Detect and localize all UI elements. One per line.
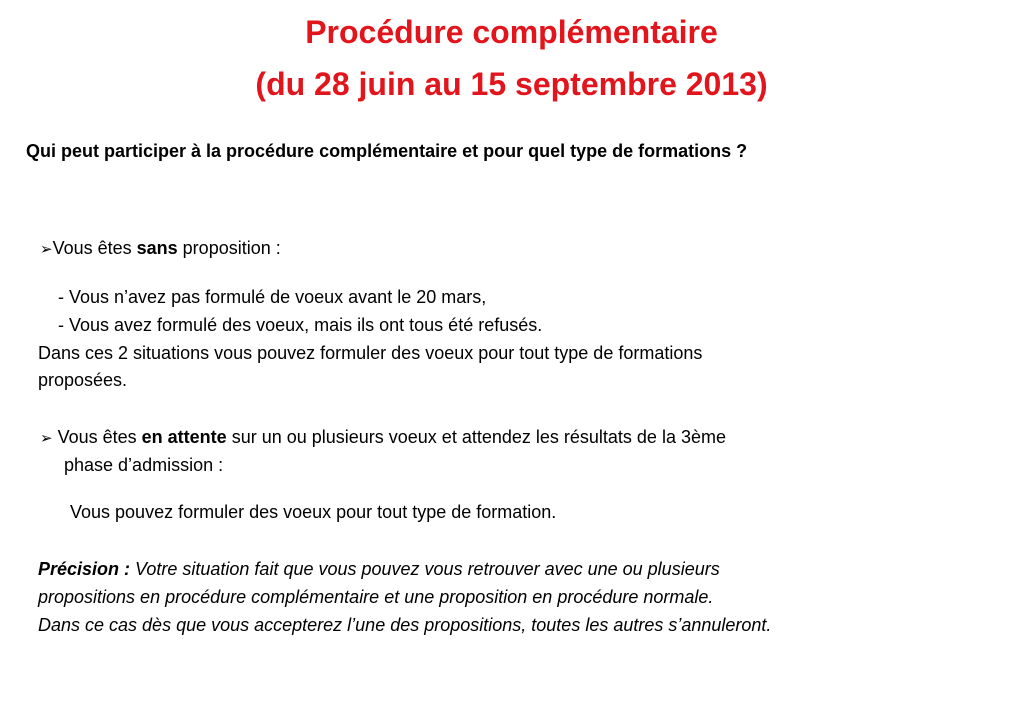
case2-line-2: phase d’admission : xyxy=(64,455,224,475)
precision-line-1 xyxy=(38,557,720,581)
title-line-2: (du 28 juin au 15 septembre 2013) xyxy=(255,66,768,102)
case1-heading xyxy=(40,236,281,262)
title-line-1: Procédure complémentaire xyxy=(305,14,718,50)
question-heading: Qui peut participer à la procédure complémentaire et pour quel type de formations ? xyxy=(26,141,748,161)
precision-text-1: Votre situation fait que vous pouvez vous retrouver avec une ou plusieurs xyxy=(130,559,720,579)
case2-prefix: Vous êtes xyxy=(57,427,142,447)
case1-item-1: - Vous n’avez pas formulé de voeux avant le 20 mars, xyxy=(58,287,487,307)
precision-label: Précision : xyxy=(38,559,131,579)
precision-line-2: propositions en procédure complémentaire et une proposition en procédure normale. xyxy=(38,587,714,607)
case1-prefix: Vous êtes xyxy=(52,238,137,258)
case1-conclusion-line-2: proposées. xyxy=(38,370,128,390)
arrow-bullet-icon: ➢ xyxy=(40,430,53,447)
case1-suffix: proposition : xyxy=(177,238,281,258)
case2-suffix: sur un ou plusieurs voeux et attendez les résultats de la 3ème xyxy=(226,427,726,447)
arrow-bullet-icon: ➢ xyxy=(40,241,53,258)
case2-conclusion: Vous pouvez formuler des voeux pour tout type de formation. xyxy=(70,502,557,522)
case1-emphasis: sans xyxy=(136,238,178,258)
case2-emphasis: en attente xyxy=(141,427,227,447)
case1-conclusion-line-1: Dans ces 2 situations vous pouvez formuler des voeux pour tout type de formations xyxy=(38,343,703,363)
case2-heading xyxy=(40,425,726,451)
precision-line-3: Dans ce cas dès que vous accepterez l’une des propositions, toutes les autres s’annuleront. xyxy=(38,615,772,635)
case1-item-2: - Vous avez formulé des voeux, mais ils ont tous été refusés. xyxy=(58,315,543,335)
